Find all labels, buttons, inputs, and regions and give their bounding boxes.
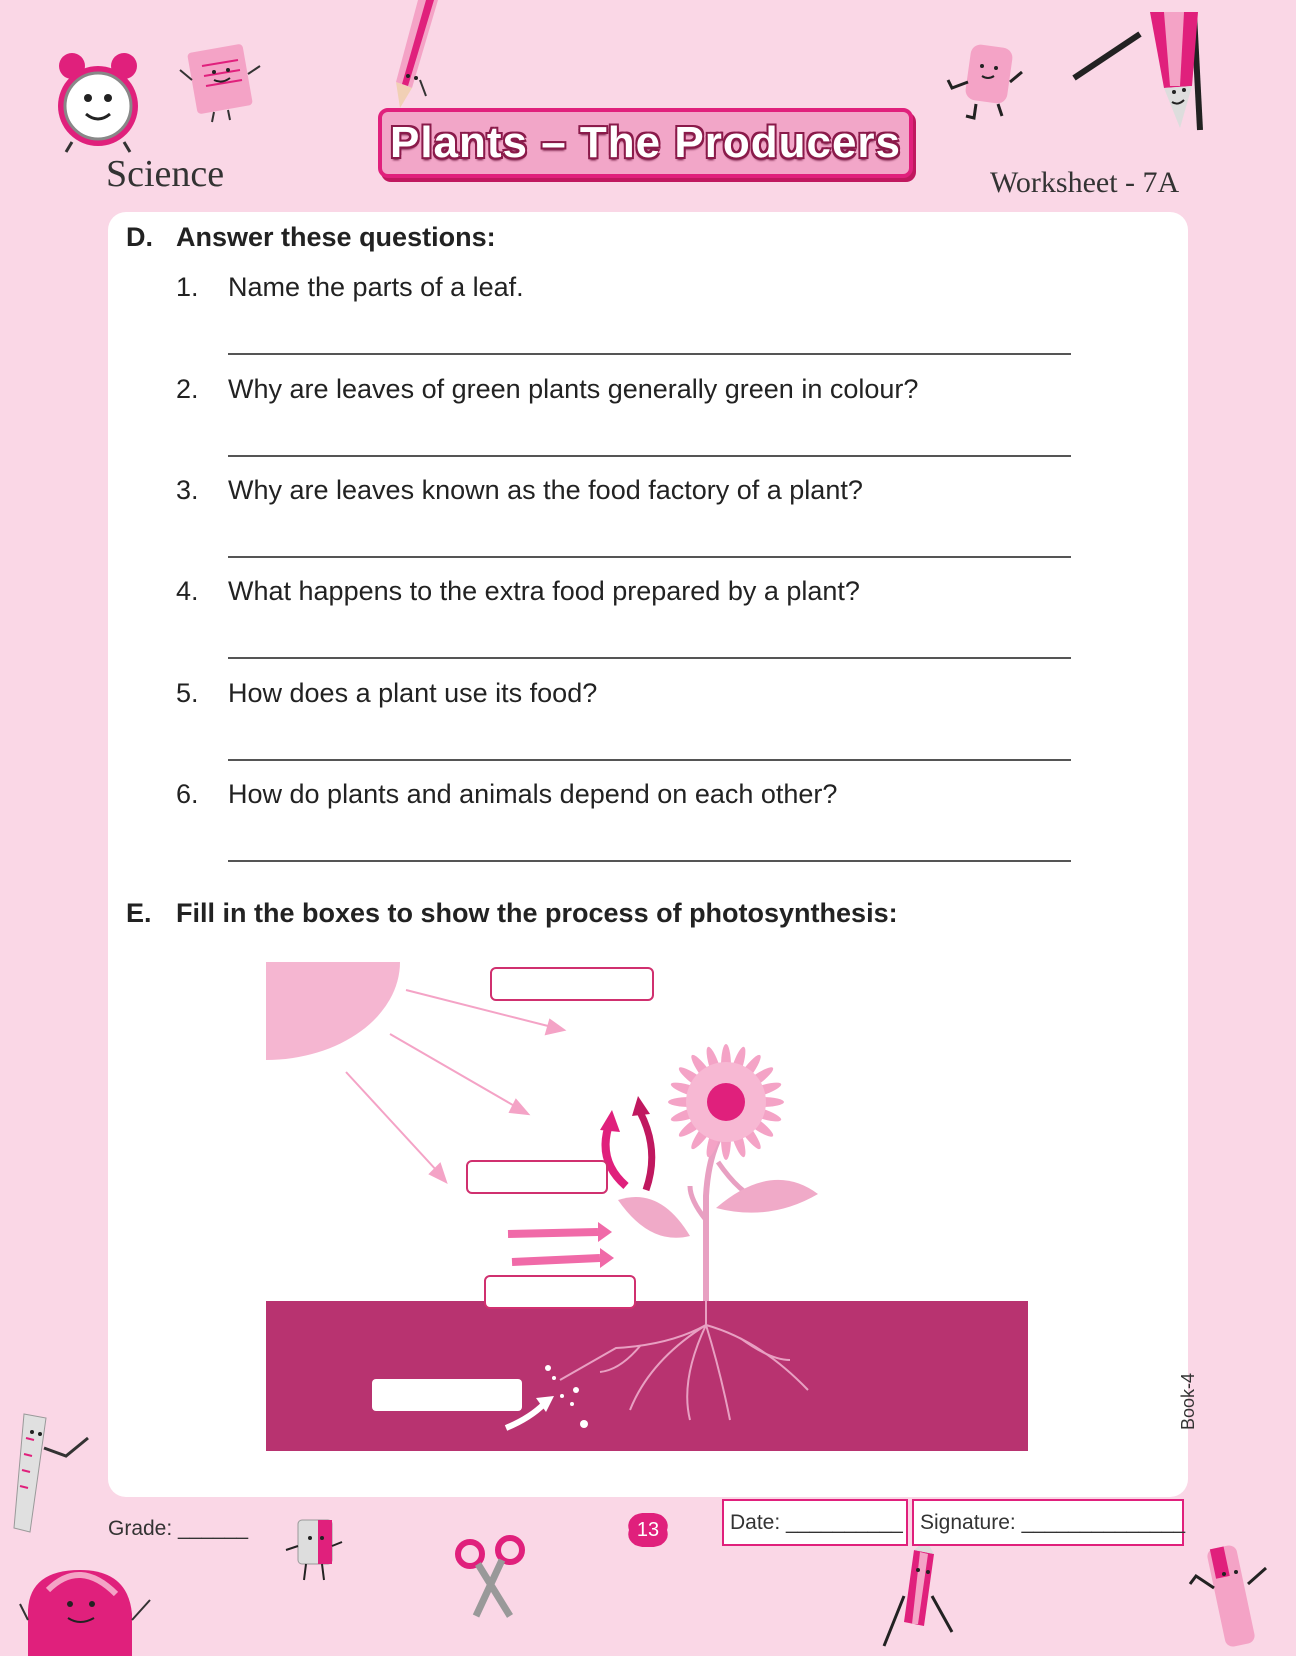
date-field[interactable] bbox=[722, 1499, 908, 1546]
page-number-badge bbox=[627, 1513, 669, 1547]
grade-field[interactable]: Grade: ______ bbox=[108, 1517, 249, 1540]
worksheet-id: Worksheet - 7A bbox=[990, 166, 1180, 199]
question-number: 2. bbox=[176, 374, 199, 404]
page-title: Plants – The Producers bbox=[389, 118, 902, 167]
question-text: Why are leaves of green plants generally green in colour? bbox=[228, 374, 919, 404]
subject-label: Science bbox=[106, 153, 225, 195]
question-number: 4. bbox=[176, 576, 199, 606]
section-e-title: Fill in the boxes to show the process of photosynthesis: bbox=[176, 898, 898, 928]
page-number: 13 bbox=[636, 1518, 660, 1541]
signature-field[interactable] bbox=[912, 1499, 1184, 1546]
sunlight-rays bbox=[346, 990, 564, 1182]
question-number: 1. bbox=[176, 272, 199, 302]
question-text: How do plants and animals depend on each other? bbox=[228, 779, 838, 809]
book-label: Book-4 bbox=[1178, 1372, 1198, 1430]
fill-box-oxygen[interactable] bbox=[466, 1160, 608, 1194]
question-text: How does a plant use its food? bbox=[228, 678, 598, 708]
section-d-letter: D. bbox=[126, 222, 153, 252]
soil bbox=[266, 1301, 1028, 1451]
section-e-letter: E. bbox=[126, 898, 152, 928]
question-text: Why are leaves known as the food factory of a plant? bbox=[228, 475, 863, 505]
flower-icon bbox=[668, 1044, 784, 1160]
fill-box-sunlight[interactable] bbox=[490, 967, 654, 1001]
date-label: Date: __________ bbox=[730, 1510, 903, 1534]
question-text: Name the parts of a leaf. bbox=[228, 272, 524, 302]
section-d-title: Answer these questions: bbox=[176, 222, 496, 252]
fill-box-water[interactable] bbox=[372, 1379, 522, 1411]
question-number: 5. bbox=[176, 678, 199, 708]
signature-label: Signature: ______________ bbox=[920, 1510, 1186, 1534]
question-text: What happens to the extra food prepared by a plant? bbox=[228, 576, 860, 606]
carbon-dioxide-arrows bbox=[508, 1222, 614, 1268]
question-number: 6. bbox=[176, 779, 199, 809]
sun-icon bbox=[266, 962, 400, 1060]
question-number: 3. bbox=[176, 475, 199, 505]
fill-box-carbon-dioxide[interactable] bbox=[484, 1275, 636, 1309]
